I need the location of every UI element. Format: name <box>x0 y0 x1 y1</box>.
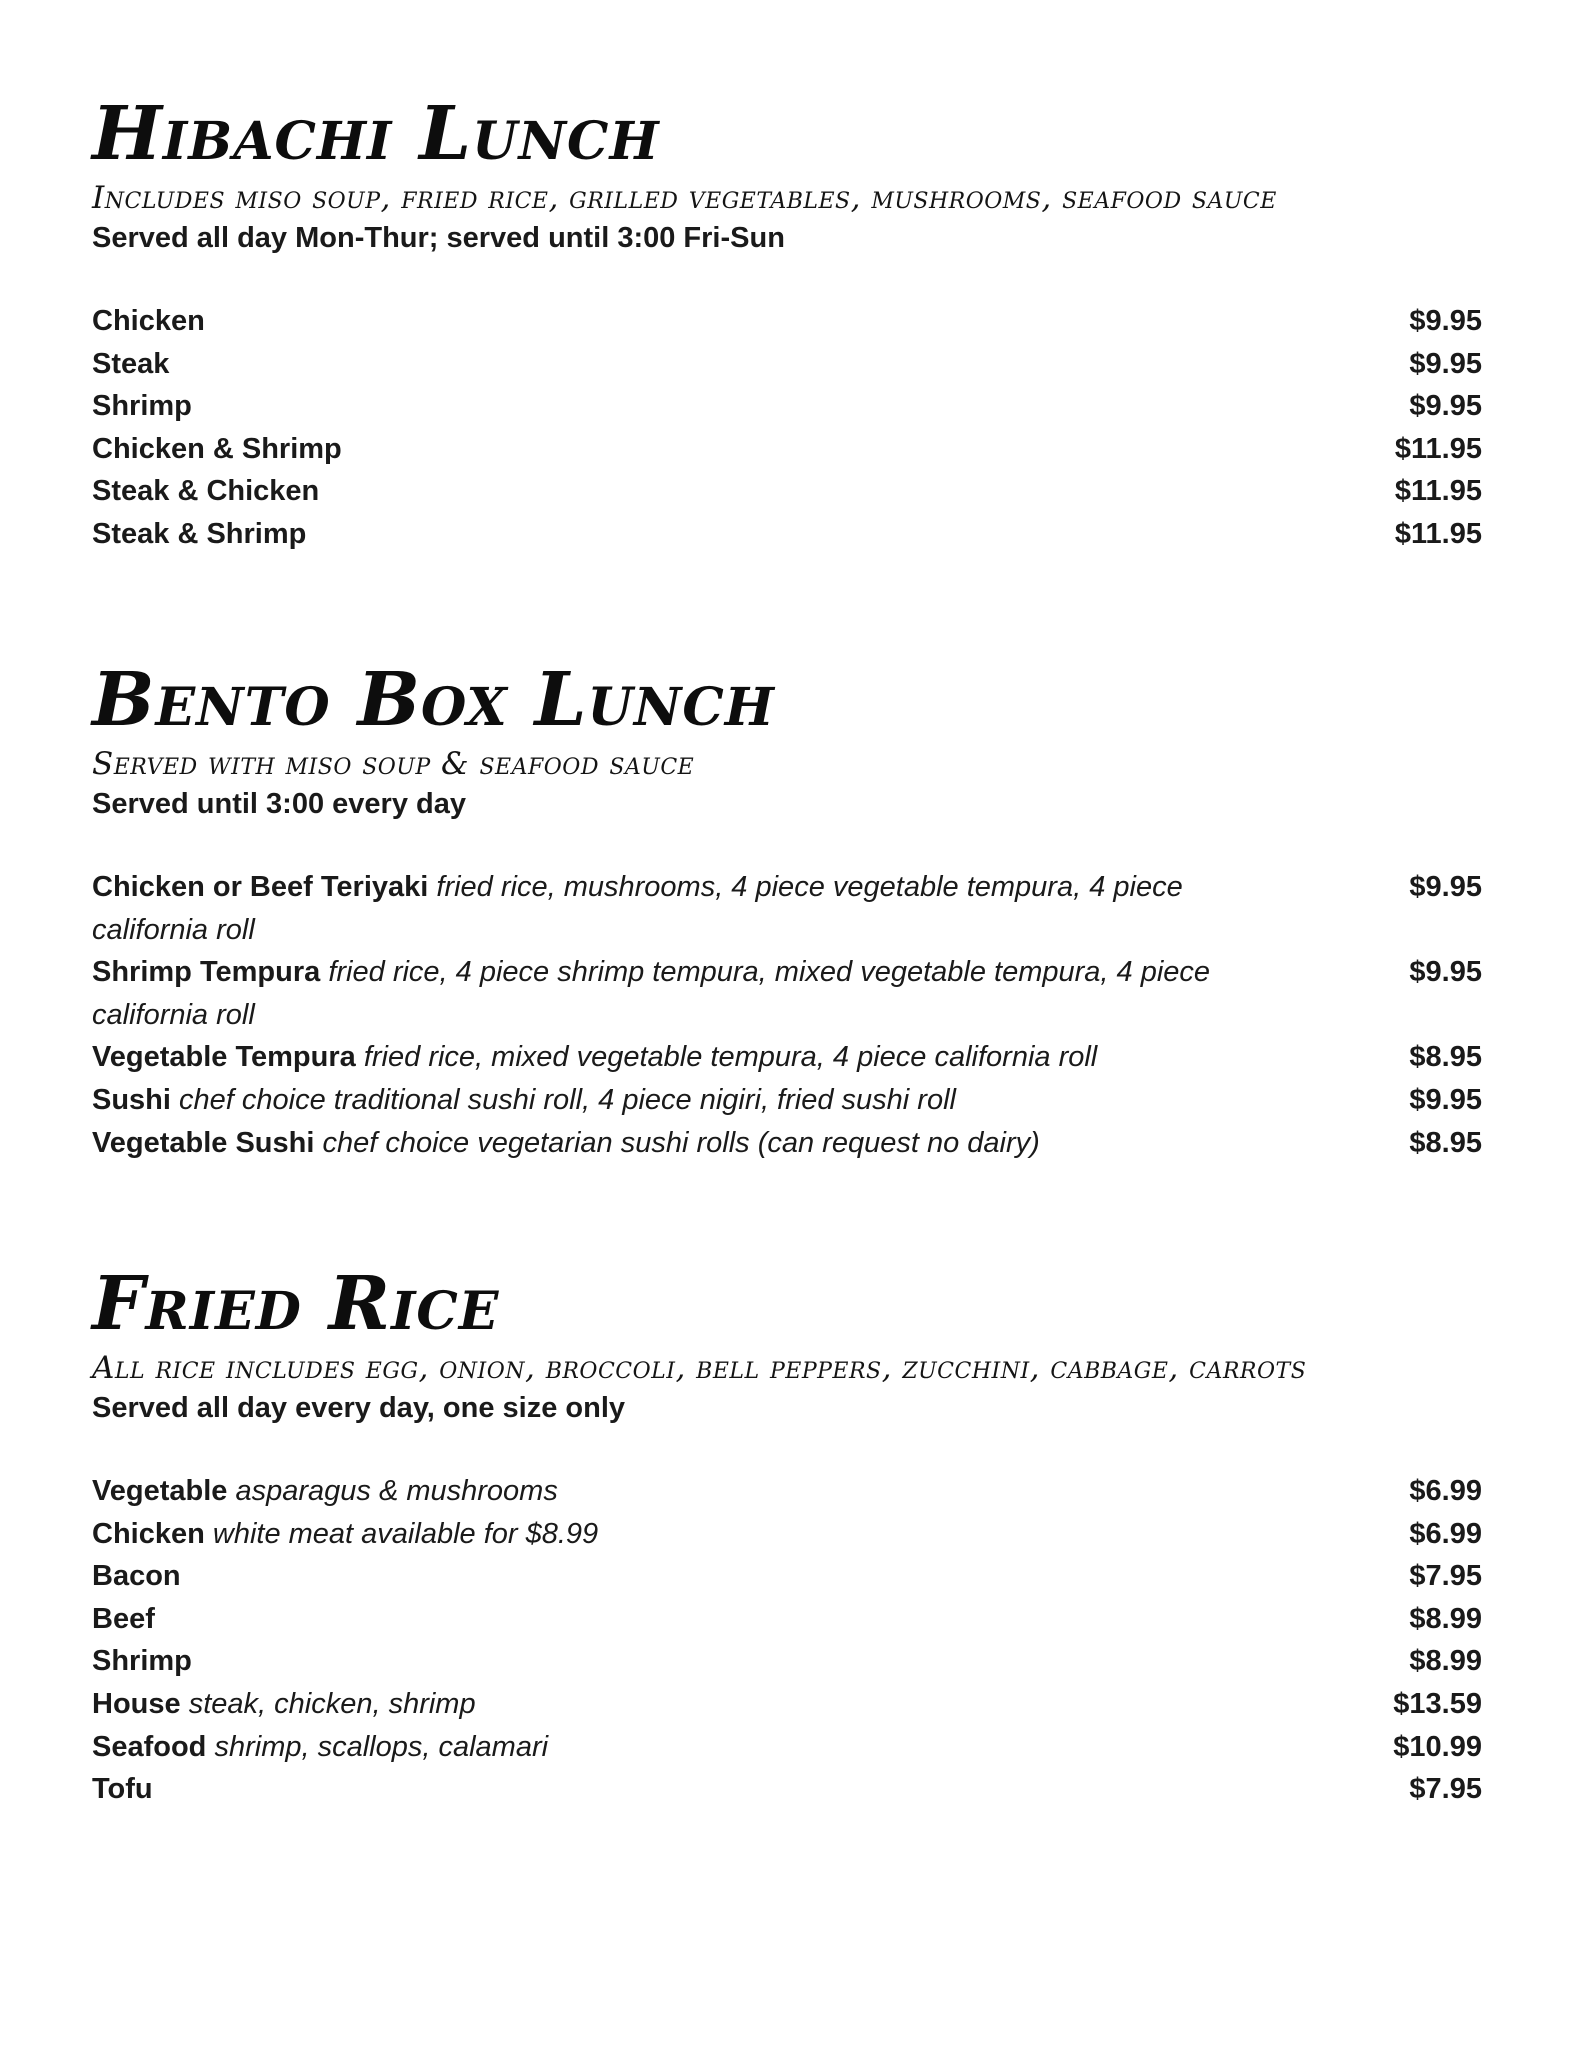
menu-item <box>92 385 1482 428</box>
item-name: Bacon <box>92 1560 181 1593</box>
item-price: $9.95 <box>1409 956 1482 989</box>
item-description: asparagus & mushrooms <box>235 1475 558 1507</box>
item-price: $8.99 <box>1409 1602 1482 1635</box>
item-name: Steak & Shrimp <box>92 517 307 550</box>
menu-item <box>92 1726 1482 1769</box>
item-price: $9.95 <box>1409 1083 1482 1116</box>
section-subtitle: Served with miso soup & seafood sauce <box>92 746 695 782</box>
item-description: steak, chicken, shrimp <box>188 1687 476 1720</box>
item-name: Seafood <box>92 1730 207 1763</box>
item-name: Chicken <box>92 1517 205 1550</box>
bento-box-lunch-section <box>92 658 1482 1164</box>
item-name: Tofu <box>92 1773 153 1806</box>
item-name: Vegetable Sushi <box>92 1126 315 1159</box>
item-name: Chicken & Shrimp <box>92 432 342 465</box>
item-name: House <box>92 1687 181 1720</box>
menu-item-list <box>92 866 1482 1164</box>
section-title: Hibachi Lunch <box>92 91 660 177</box>
menu-item <box>92 1555 1482 1598</box>
menu-item <box>92 300 1482 343</box>
section-note: Served all day every day, one size only <box>92 1392 626 1424</box>
item-name: Steak & Chicken <box>92 475 320 508</box>
item-description: chef choice traditional sushi roll, 4 piece nigiri, fried sushi roll <box>179 1083 956 1116</box>
section-subtitle: Includes miso soup, fried rice, grilled vegetables, mushrooms, seafood sauce <box>92 180 1277 216</box>
menu-item <box>92 866 1482 951</box>
item-description: fried rice, mushrooms, 4 piece vegetable tempura, 4 piece california roll <box>92 871 1183 946</box>
menu-item <box>92 513 1482 556</box>
item-price: $11.95 <box>1394 432 1482 465</box>
item-price: $7.95 <box>1409 1773 1482 1806</box>
section-subtitle: All rice includes egg, onion, broccoli, bell peppers, zucchini, cabbage, carrots <box>92 1350 1307 1386</box>
item-price: $8.99 <box>1409 1645 1482 1678</box>
item-price: $7.95 <box>1409 1560 1482 1593</box>
item-price: $6.99 <box>1409 1517 1482 1550</box>
item-description: white meat available for $8.99 <box>212 1517 599 1550</box>
item-description: chef choice vegetarian sushi rolls (can request no dairy) <box>322 1126 1040 1159</box>
section-title: Fried Rice <box>92 1261 500 1347</box>
item-price: $6.99 <box>1409 1475 1482 1507</box>
fried-rice-section <box>92 1262 1482 1811</box>
menu-item <box>92 428 1482 471</box>
item-name: Vegetable Tempura <box>92 1041 356 1074</box>
menu-item <box>92 1036 1482 1079</box>
section-note: Served until 3:00 every day <box>92 788 466 820</box>
menu-item <box>92 1683 1482 1726</box>
item-name: Shrimp <box>92 1645 192 1678</box>
item-name: Sushi <box>92 1083 171 1116</box>
item-price: $11.95 <box>1394 517 1482 550</box>
item-price: $11.95 <box>1394 475 1482 508</box>
menu-item <box>92 1598 1482 1641</box>
item-description: fried rice, mixed vegetable tempura, 4 piece california roll <box>363 1041 1098 1074</box>
item-name: Chicken <box>92 305 205 337</box>
section-note: Served all day Mon-Thur; served until 3:00 Fri-Sun <box>92 222 785 254</box>
menu-item <box>92 1079 1482 1122</box>
item-name: Steak <box>92 347 170 380</box>
item-price: $9.95 <box>1409 871 1482 903</box>
menu-item <box>92 470 1482 513</box>
item-price: $8.95 <box>1409 1041 1482 1074</box>
section-title: Bento Box Lunch <box>92 657 775 743</box>
item-name: Beef <box>92 1602 155 1635</box>
item-description: fried rice, 4 piece shrimp tempura, mixed vegetable tempura, 4 piece california roll <box>92 956 1211 1031</box>
item-price: $9.95 <box>1409 390 1482 423</box>
menu-item <box>92 1640 1482 1683</box>
item-price: $10.99 <box>1393 1730 1482 1763</box>
item-name: Vegetable <box>92 1475 228 1507</box>
item-price: $8.95 <box>1409 1126 1482 1159</box>
menu-item <box>92 343 1482 386</box>
menu-item <box>92 1470 1482 1513</box>
item-name: Shrimp <box>92 390 192 423</box>
item-price: $9.95 <box>1409 305 1482 337</box>
menu-item <box>92 951 1482 1036</box>
menu-item <box>92 1513 1482 1556</box>
menu-item <box>92 1122 1482 1165</box>
menu-item <box>92 1768 1482 1811</box>
item-name: Shrimp Tempura <box>92 956 321 989</box>
menu-item-list <box>92 300 1482 556</box>
item-description: shrimp, scallops, calamari <box>214 1730 549 1763</box>
item-price: $9.95 <box>1409 347 1482 380</box>
hibachi-lunch-section <box>92 92 1482 556</box>
menu-item-list <box>92 1470 1482 1811</box>
item-name: Chicken or Beef Teriyaki <box>92 871 429 903</box>
item-price: $13.59 <box>1393 1687 1482 1720</box>
